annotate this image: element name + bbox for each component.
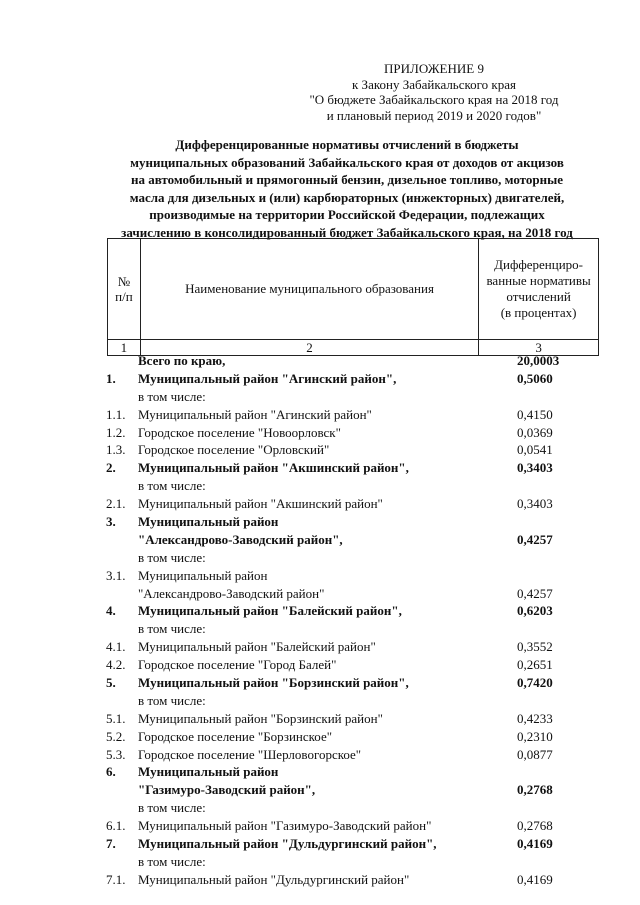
column-header-number-line: п/п [115,289,133,304]
row-number: 1.1. [106,406,126,422]
column-header-norm [479,239,599,340]
table-row [0,674,640,692]
table-row [0,620,640,638]
appendix-header [284,61,584,123]
row-name: в том числе: [138,853,206,869]
row-number: 1.2. [106,424,126,440]
row-name: Муниципальный район "Акшинский район" [138,496,383,512]
appendix-law-period: и плановый период 2019 и 2020 годов" [326,107,542,123]
column-header-number-line: № [117,274,131,289]
row-value: 0,3403 [517,460,553,476]
row-name: Муниципальный район "Борзинский район" [138,710,383,726]
table-row [0,871,640,889]
row-name: в том числе: [138,692,206,708]
table-row [0,602,640,620]
row-name: Муниципальный район "Дульдургинский район" [138,871,410,887]
row-name: в том числе: [138,621,206,637]
row-name: "Газимуро-Заводский район", [138,782,316,798]
row-name: Всего по краю, [138,353,226,368]
row-number: 6.1. [106,818,126,834]
row-name: Муниципальный район "Акшинский район", [138,460,409,476]
appendix-number: ПРИЛОЖЕНИЕ 9 [384,61,484,76]
row-name: Муниципальный район [138,764,279,780]
title-line: зачислению в консолидированный бюджет Забайкальского края, на 2018 год [121,224,573,240]
row-value: 0,3403 [517,496,553,512]
row-number: 4.2. [106,657,126,673]
column-header-norm-line: отчислений [506,289,571,304]
table-row [0,370,640,388]
table-row [0,352,640,370]
table-body [0,352,640,889]
row-number: 2. [106,460,116,476]
row-name: Городское поселение "Борзинское" [138,728,333,744]
row-name: в том числе: [138,478,206,494]
row-number: 4. [106,603,116,619]
table-row [0,531,640,549]
title-line: Дифференцированные нормативы отчислений в бюджеты [175,137,519,152]
row-value: 0,2310 [517,728,553,744]
row-name: Муниципальный район "Борзинский район", [138,675,409,691]
row-value: 0,4169 [517,836,553,852]
row-value: 0,4169 [517,871,553,887]
row-name: Муниципальный район [138,567,268,583]
row-name: "Александрово-Заводский район" [138,585,325,601]
title-line: на автомобильный и прямогонный бензин, дизельное топливо, моторные [130,172,564,187]
title-line: муниципальных образований Забайкальского края от доходов от акцизов [130,154,564,170]
row-number: 5.3. [106,746,126,762]
row-name: Муниципальный район "Балейский район", [138,603,402,619]
row-value: 0,0369 [517,424,553,440]
row-value: 0,2768 [517,782,553,798]
row-value: 0,4257 [517,585,553,601]
row-value: 0,2651 [517,657,553,673]
row-name: Муниципальный район "Газимуро-Заводский район" [138,818,432,834]
table-row [0,477,640,495]
row-name: Муниципальный район "Агинский район", [138,370,397,386]
row-name: Муниципальный район "Балейский район" [138,639,376,655]
row-number: 5. [106,675,116,691]
table-row [0,746,640,764]
row-name: Муниципальный район "Агинский район" [138,406,372,422]
table-row [0,513,640,531]
table-row [0,763,640,781]
table-row [0,638,640,656]
table-row [0,728,640,746]
column-number: 1 [108,340,141,356]
row-value: 0,6203 [517,603,553,619]
row-name: в том числе: [138,388,206,404]
table-row [0,835,640,853]
row-name: "Александрово-Заводский район", [138,531,343,547]
row-value: 0,3552 [517,639,553,655]
row-number: 6. [106,764,116,780]
row-value: 0,0541 [517,442,553,458]
row-number: 1. [106,370,116,386]
appendix-law-reference: к Закону Забайкальского края [351,76,516,92]
row-name: Муниципальный район [138,514,279,530]
table-row [0,853,640,871]
column-header-norm-line: ванные нормативы [486,273,591,288]
title-line: производимые на территории Российской Федерации, подлежащих [149,207,545,222]
row-name: в том числе: [138,549,206,565]
column-number: 3 [479,340,599,356]
title-line: масла для дизельных и (или) карбюраторных (инжекторных) двигателей, [129,189,565,205]
table-row [0,388,640,406]
table-row [0,459,640,477]
table-row [0,406,640,424]
row-value: 20,0003 [517,353,560,368]
table-row [0,424,640,442]
table-row [0,799,640,817]
row-value: 0,4150 [517,406,553,422]
table-row [0,567,640,585]
row-name: Городское поселение "Новоорловск" [138,424,341,440]
row-name: Муниципальный район "Дульдургинский район", [138,836,437,852]
column-header-number [108,239,141,340]
table-header [107,238,599,356]
row-value: 0,4257 [517,531,553,547]
appendix-law-title: "О бюджете Забайкальского края на 2018 год [309,92,559,107]
row-name: в том числе: [138,800,206,816]
column-header-norm-line: (в процентах) [500,305,577,320]
row-number: 3.1. [106,567,126,583]
table-row [0,549,640,567]
table-row [0,495,640,513]
table-row [0,692,640,710]
row-value: 0,7420 [517,675,553,691]
row-name: Городское поселение "Орловский" [138,442,330,458]
row-number: 7.1. [106,871,126,887]
table-row [0,441,640,459]
row-number: 3. [106,514,116,530]
row-value: 0,0877 [517,746,553,762]
column-header-norm-line: Дифференциро- [494,257,584,272]
table-row [0,710,640,728]
column-header-name: Наименование муниципального образования [140,239,478,340]
table-row [0,817,640,835]
row-value: 0,2768 [517,818,553,834]
row-value: 0,4233 [517,710,553,726]
table-row [0,585,640,603]
row-number: 7. [106,836,116,852]
table-row [0,656,640,674]
row-number: 5.2. [106,728,126,744]
row-name: Городское поселение "Шерловогорское" [138,746,362,762]
row-number: 2.1. [106,496,126,512]
row-number: 1.3. [106,442,126,458]
row-name: Городское поселение "Город Балей" [138,657,337,673]
row-value: 0,5060 [517,370,553,386]
table-row [0,781,640,799]
row-number: 4.1. [106,639,126,655]
document-title [84,136,610,241]
row-number: 5.1. [106,710,126,726]
column-number: 2 [140,340,478,356]
